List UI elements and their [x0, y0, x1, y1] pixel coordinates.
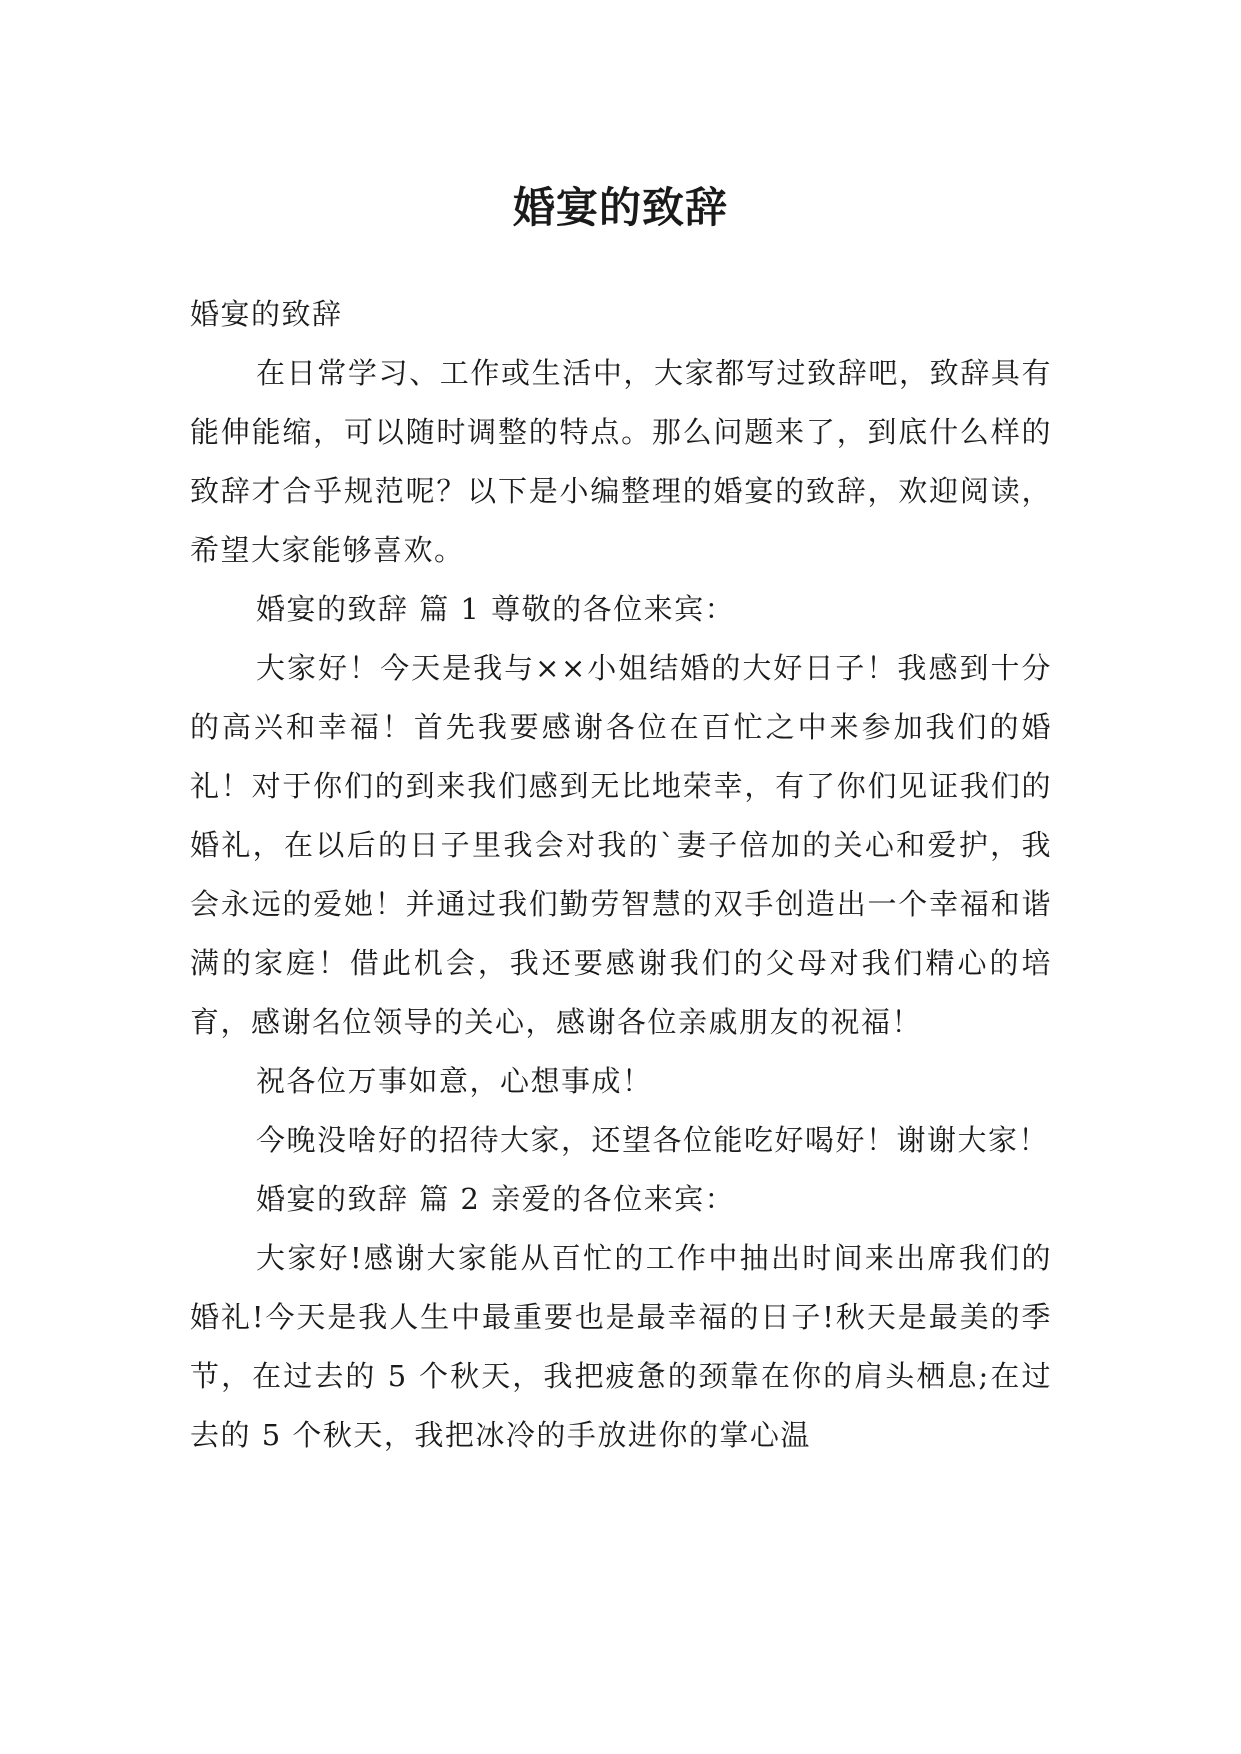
document-body: [190, 285, 1052, 1465]
paragraph-section-1-wish: 祝各位万事如意，心想事成！: [256, 1064, 653, 1098]
paragraph-section-2-body: 大家好!感谢大家能从百忙的工作中抽出时间来出席我们的婚礼!今天是我人生中最重要也是最幸福的日子!秋天是最美的季节，在过去的 5 个秋天，我把疲惫的颈靠在你的肩头栖息;在过去的 5 个秋天，我把冰冷的手放进你的掌心温: [190, 1241, 1052, 1452]
paragraph-intro: 在日常学习、工作或生活中，大家都写过致辞吧，致辞具有能伸能缩，可以随时调整的特点。那么问题来了，到底什么样的致辞才合乎规范呢？以下是小编整理的婚宴的致辞，欢迎阅读，希望大家能够喜欢。: [190, 356, 1052, 567]
paragraph-section-1-closing: 今晚没啥好的招待大家，还望各位能吃好喝好！谢谢大家！: [256, 1123, 1050, 1157]
paragraph-section-2-heading: 婚宴的致辞 篇 2 亲爱的各位来宾：: [256, 1182, 736, 1216]
paragraph-section-1-body: 大家好！今天是我与××小姐结婚的大好日子！我感到十分的高兴和幸福！首先我要感谢各位在百忙之中来参加我们的婚礼！对于你们的到来我们感到无比地荣幸，有了你们见证我们的婚礼，在以后的日子里我会对我的`妻子倍加的关心和爱护，我会永远的爱她！并通过我们勤劳智慧的双手创造出一个幸福和谐满的家庭！借此机会，我还要感谢我们的父母对我们精心的培育，感谢名位领导的关心，感谢各位亲戚朋友的祝福！: [190, 651, 1052, 1039]
document-title: 婚宴的致辞: [512, 183, 728, 233]
paragraph-heading: 婚宴的致辞: [190, 297, 343, 331]
paragraph-section-1-heading: 婚宴的致辞 篇 1 尊敬的各位来宾：: [256, 592, 736, 626]
